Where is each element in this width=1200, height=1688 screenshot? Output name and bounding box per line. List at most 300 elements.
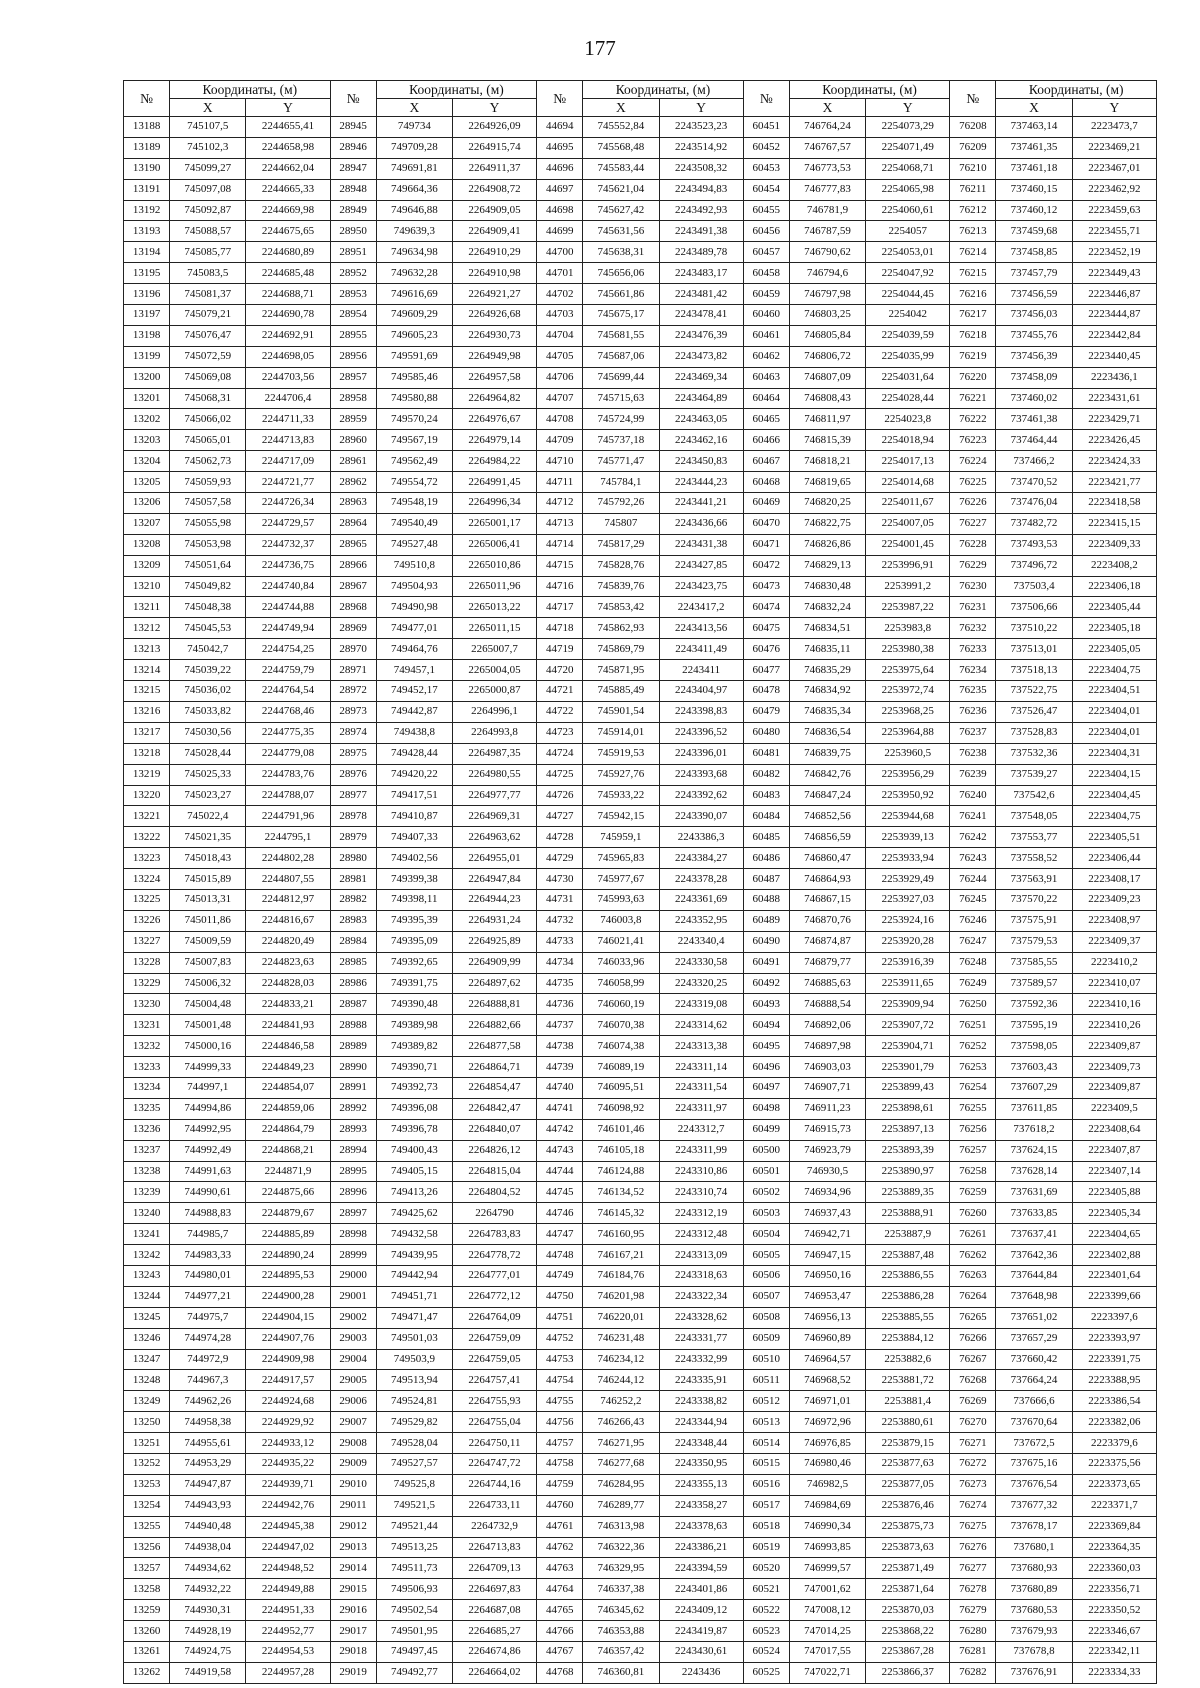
coord-y-cell: 2244879,67: [246, 1203, 330, 1224]
coord-x-cell: 737539,27: [996, 764, 1072, 785]
point-number-cell: 13244: [124, 1286, 170, 1307]
coord-y-cell: 2253893,39: [866, 1140, 950, 1161]
coord-x-cell: 746021,41: [583, 931, 659, 952]
table-row: [124, 200, 1157, 221]
coord-x-cell: 744990,61: [170, 1182, 246, 1203]
coord-x-cell: 746960,89: [789, 1328, 865, 1349]
coord-y-cell: 2244807,55: [246, 869, 330, 890]
point-number-cell: 13202: [124, 409, 170, 430]
table-row: [124, 869, 1157, 890]
coord-y-cell: 2253909,94: [866, 994, 950, 1015]
coord-y-cell: 2223405,44: [1072, 597, 1156, 618]
point-number-cell: 13211: [124, 597, 170, 618]
coord-x-cell: 737458,09: [996, 367, 1072, 388]
coord-x-cell: 749527,57: [376, 1454, 452, 1475]
coord-x-cell: 737460,12: [996, 200, 1072, 221]
coord-x-cell: 749451,71: [376, 1286, 452, 1307]
coord-y-cell: 2244749,94: [246, 618, 330, 639]
point-number-cell: 76261: [950, 1224, 996, 1245]
coord-y-cell: 2244952,77: [246, 1621, 330, 1642]
table-row: [124, 367, 1157, 388]
point-number-cell: 76236: [950, 701, 996, 722]
point-number-cell: 60481: [743, 743, 789, 764]
coord-x-cell: 744980,01: [170, 1265, 246, 1286]
header-y: Y: [659, 99, 743, 117]
point-number-cell: 44758: [537, 1454, 583, 1475]
coord-x-cell: 746930,5: [789, 1161, 865, 1182]
coord-y-cell: 2223406,44: [1072, 848, 1156, 869]
coord-y-cell: 2253873,63: [866, 1537, 950, 1558]
coord-y-cell: 2243386,3: [659, 827, 743, 848]
point-number-cell: 44725: [537, 764, 583, 785]
coord-x-cell: 749570,24: [376, 409, 452, 430]
coord-x-cell: 745092,87: [170, 200, 246, 221]
point-number-cell: 13194: [124, 242, 170, 263]
coord-y-cell: 2253880,61: [866, 1412, 950, 1433]
coord-y-cell: 2223410,07: [1072, 973, 1156, 994]
point-number-cell: 28952: [330, 263, 376, 284]
coord-x-cell: 745792,26: [583, 493, 659, 514]
coord-x-cell: 749396,78: [376, 1119, 452, 1140]
coord-x-cell: 749525,8: [376, 1474, 452, 1495]
point-number-cell: 44697: [537, 179, 583, 200]
coord-y-cell: 2243476,39: [659, 325, 743, 346]
point-number-cell: 13221: [124, 806, 170, 827]
point-number-cell: 76270: [950, 1412, 996, 1433]
point-number-cell: 76253: [950, 1057, 996, 1078]
coord-y-cell: 2264969,31: [452, 806, 536, 827]
table-row: [124, 1098, 1157, 1119]
coord-x-cell: 744928,19: [170, 1621, 246, 1642]
coord-y-cell: 2253939,13: [866, 827, 950, 848]
table-row: [124, 1161, 1157, 1182]
coord-x-cell: 744934,62: [170, 1558, 246, 1579]
coord-y-cell: 2244802,28: [246, 848, 330, 869]
coord-y-cell: 2243478,41: [659, 305, 743, 326]
point-number-cell: 76208: [950, 117, 996, 138]
point-number-cell: 76267: [950, 1349, 996, 1370]
point-number-cell: 13225: [124, 889, 170, 910]
coord-y-cell: 2244890,24: [246, 1245, 330, 1266]
coord-y-cell: 2264931,24: [452, 910, 536, 931]
header-x: X: [170, 99, 246, 117]
coord-y-cell: 2253877,63: [866, 1454, 950, 1475]
coord-y-cell: 2253911,65: [866, 973, 950, 994]
coord-x-cell: 737678,8: [996, 1642, 1072, 1663]
point-number-cell: 60474: [743, 597, 789, 618]
point-number-cell: 60464: [743, 388, 789, 409]
coord-x-cell: 749506,93: [376, 1579, 452, 1600]
coord-x-cell: 745914,01: [583, 722, 659, 743]
coord-x-cell: 746070,38: [583, 1015, 659, 1036]
table-row: [124, 472, 1157, 493]
coord-x-cell: 746767,57: [789, 137, 865, 158]
coord-y-cell: 2264882,66: [452, 1015, 536, 1036]
point-number-cell: 13217: [124, 722, 170, 743]
coord-x-cell: 749501,03: [376, 1328, 452, 1349]
coord-y-cell: 2244768,46: [246, 701, 330, 722]
header-row-sub: [124, 99, 1157, 117]
coord-x-cell: 737670,64: [996, 1412, 1072, 1433]
point-number-cell: 44723: [537, 722, 583, 743]
point-number-cell: 44728: [537, 827, 583, 848]
point-number-cell: 44754: [537, 1370, 583, 1391]
header-number: №: [124, 81, 170, 117]
coord-x-cell: 749664,36: [376, 179, 452, 200]
point-number-cell: 44744: [537, 1161, 583, 1182]
coord-y-cell: 2223410,2: [1072, 952, 1156, 973]
coord-y-cell: 2264713,83: [452, 1537, 536, 1558]
coord-x-cell: 749527,48: [376, 534, 452, 555]
point-number-cell: 60490: [743, 931, 789, 952]
coord-x-cell: 746289,77: [583, 1495, 659, 1516]
point-number-cell: 29003: [330, 1328, 376, 1349]
point-number-cell: 44751: [537, 1307, 583, 1328]
coord-x-cell: 746950,16: [789, 1265, 865, 1286]
coord-y-cell: 2243430,61: [659, 1642, 743, 1663]
coord-y-cell: 2223402,88: [1072, 1245, 1156, 1266]
point-number-cell: 76221: [950, 388, 996, 409]
point-number-cell: 76218: [950, 325, 996, 346]
point-number-cell: 13237: [124, 1140, 170, 1161]
coord-x-cell: 745568,48: [583, 137, 659, 158]
table-row: [124, 952, 1157, 973]
coord-y-cell: 2264757,41: [452, 1370, 536, 1391]
coord-y-cell: 2243514,92: [659, 137, 743, 158]
coord-y-cell: 2264909,99: [452, 952, 536, 973]
header-x: X: [996, 99, 1072, 117]
point-number-cell: 44715: [537, 555, 583, 576]
point-number-cell: 13251: [124, 1433, 170, 1454]
point-number-cell: 44702: [537, 284, 583, 305]
coord-y-cell: 2244828,03: [246, 973, 330, 994]
point-number-cell: 29011: [330, 1495, 376, 1516]
coord-x-cell: 737675,16: [996, 1454, 1072, 1475]
coord-y-cell: 2264888,81: [452, 994, 536, 1015]
coord-y-cell: 2244859,06: [246, 1098, 330, 1119]
coord-y-cell: 2253887,48: [866, 1245, 950, 1266]
point-number-cell: 28964: [330, 513, 376, 534]
coord-x-cell: 746829,13: [789, 555, 865, 576]
point-number-cell: 44712: [537, 493, 583, 514]
point-number-cell: 28995: [330, 1161, 376, 1182]
point-number-cell: 60523: [743, 1621, 789, 1642]
point-number-cell: 60518: [743, 1516, 789, 1537]
table-row: [124, 1349, 1157, 1370]
point-number-cell: 44717: [537, 597, 583, 618]
coord-y-cell: 2223369,84: [1072, 1516, 1156, 1537]
table-row: [124, 660, 1157, 681]
point-number-cell: 29005: [330, 1370, 376, 1391]
coord-x-cell: 749528,04: [376, 1433, 452, 1454]
coord-x-cell: 746834,51: [789, 618, 865, 639]
table-row: [124, 117, 1157, 138]
coord-x-cell: 745023,27: [170, 785, 246, 806]
coord-x-cell: 746934,96: [789, 1182, 865, 1203]
point-number-cell: 28971: [330, 660, 376, 681]
coord-y-cell: 2244736,75: [246, 555, 330, 576]
coord-x-cell: 745055,98: [170, 513, 246, 534]
coord-y-cell: 2264979,14: [452, 430, 536, 451]
coord-x-cell: 745088,57: [170, 221, 246, 242]
coord-y-cell: 2223407,87: [1072, 1140, 1156, 1161]
point-number-cell: 29015: [330, 1579, 376, 1600]
coord-x-cell: 749390,48: [376, 994, 452, 1015]
coord-x-cell: 745066,02: [170, 409, 246, 430]
coord-x-cell: 749691,81: [376, 158, 452, 179]
coord-y-cell: 2264842,47: [452, 1098, 536, 1119]
point-number-cell: 60468: [743, 472, 789, 493]
coord-x-cell: 746797,98: [789, 284, 865, 305]
table-row: [124, 1245, 1157, 1266]
table-row: [124, 1328, 1157, 1349]
coord-y-cell: 2243462,16: [659, 430, 743, 451]
table-row: [124, 639, 1157, 660]
point-number-cell: 60457: [743, 242, 789, 263]
point-number-cell: 28955: [330, 325, 376, 346]
point-number-cell: 76228: [950, 534, 996, 555]
coord-x-cell: 746826,86: [789, 534, 865, 555]
coord-x-cell: 744975,7: [170, 1307, 246, 1328]
coord-y-cell: 2244688,71: [246, 284, 330, 305]
point-number-cell: 76275: [950, 1516, 996, 1537]
coord-y-cell: 2254028,44: [866, 388, 950, 409]
point-number-cell: 13210: [124, 576, 170, 597]
point-number-cell: 13189: [124, 137, 170, 158]
table-row: [124, 284, 1157, 305]
point-number-cell: 13205: [124, 472, 170, 493]
coord-x-cell: 737563,91: [996, 869, 1072, 890]
coord-y-cell: 2264947,84: [452, 869, 536, 890]
coord-x-cell: 749395,09: [376, 931, 452, 952]
coord-x-cell: 746956,13: [789, 1307, 865, 1328]
coord-y-cell: 2243419,87: [659, 1621, 743, 1642]
point-number-cell: 13246: [124, 1328, 170, 1349]
point-number-cell: 60487: [743, 869, 789, 890]
coord-x-cell: 747014,25: [789, 1621, 865, 1642]
coord-y-cell: 2253877,05: [866, 1474, 950, 1495]
point-number-cell: 60483: [743, 785, 789, 806]
coord-y-cell: 2244779,08: [246, 743, 330, 764]
coord-x-cell: 737651,02: [996, 1307, 1072, 1328]
coord-x-cell: 747017,55: [789, 1642, 865, 1663]
coord-x-cell: 746252,2: [583, 1391, 659, 1412]
coord-y-cell: 2264984,22: [452, 451, 536, 472]
coord-y-cell: 2253916,39: [866, 952, 950, 973]
point-number-cell: 60453: [743, 158, 789, 179]
coord-y-cell: 2244895,53: [246, 1265, 330, 1286]
coord-x-cell: 745715,63: [583, 388, 659, 409]
table-row: [124, 242, 1157, 263]
coord-y-cell: 2243417,2: [659, 597, 743, 618]
point-number-cell: 28979: [330, 827, 376, 848]
point-number-cell: 13201: [124, 388, 170, 409]
coord-y-cell: 2243508,32: [659, 158, 743, 179]
coord-x-cell: 746244,12: [583, 1370, 659, 1391]
coord-y-cell: 2264733,11: [452, 1495, 536, 1516]
coord-y-cell: 2244954,53: [246, 1642, 330, 1663]
coord-y-cell: 2243481,42: [659, 284, 743, 305]
coord-y-cell: 2264854,47: [452, 1077, 536, 1098]
coord-x-cell: 744958,38: [170, 1412, 246, 1433]
coord-x-cell: 745085,77: [170, 242, 246, 263]
coord-x-cell: 737603,43: [996, 1057, 1072, 1078]
coord-y-cell: 2253871,49: [866, 1558, 950, 1579]
coord-y-cell: 2244721,77: [246, 472, 330, 493]
point-number-cell: 60520: [743, 1558, 789, 1579]
point-number-cell: 44762: [537, 1537, 583, 1558]
point-number-cell: 13188: [124, 117, 170, 138]
coord-x-cell: 746937,43: [789, 1203, 865, 1224]
coord-y-cell: 2244759,79: [246, 660, 330, 681]
coord-x-cell: 746134,52: [583, 1182, 659, 1203]
coord-y-cell: 2244726,34: [246, 493, 330, 514]
coord-y-cell: 2243464,89: [659, 388, 743, 409]
coord-x-cell: 749395,39: [376, 910, 452, 931]
coord-y-cell: 2244854,07: [246, 1077, 330, 1098]
coord-y-cell: 2264755,93: [452, 1391, 536, 1412]
coord-y-cell: 2243335,91: [659, 1370, 743, 1391]
coord-y-cell: 2253884,12: [866, 1328, 950, 1349]
coord-x-cell: 737461,38: [996, 409, 1072, 430]
coord-x-cell: 749585,46: [376, 367, 452, 388]
coord-y-cell: 2244729,57: [246, 513, 330, 534]
point-number-cell: 60461: [743, 325, 789, 346]
point-number-cell: 44742: [537, 1119, 583, 1140]
point-number-cell: 76242: [950, 827, 996, 848]
point-number-cell: 76257: [950, 1140, 996, 1161]
point-number-cell: 13252: [124, 1454, 170, 1475]
point-number-cell: 13195: [124, 263, 170, 284]
coord-y-cell: 2244717,09: [246, 451, 330, 472]
point-number-cell: 13241: [124, 1224, 170, 1245]
coord-x-cell: 745083,5: [170, 263, 246, 284]
point-number-cell: 76224: [950, 451, 996, 472]
point-number-cell: 76225: [950, 472, 996, 493]
coord-y-cell: 2223426,45: [1072, 430, 1156, 451]
coord-x-cell: 749502,54: [376, 1600, 452, 1621]
table-row: [124, 1057, 1157, 1078]
coord-x-cell: 746820,25: [789, 493, 865, 514]
coord-y-cell: 2264944,23: [452, 889, 536, 910]
coord-x-cell: 746953,47: [789, 1286, 865, 1307]
table-row: [124, 451, 1157, 472]
coord-x-cell: 744994,86: [170, 1098, 246, 1119]
coord-x-cell: 746184,76: [583, 1265, 659, 1286]
coord-y-cell: 2253886,28: [866, 1286, 950, 1307]
point-number-cell: 13220: [124, 785, 170, 806]
coord-x-cell: 744997,1: [170, 1077, 246, 1098]
coord-x-cell: 745784,1: [583, 472, 659, 493]
coord-x-cell: 746870,76: [789, 910, 865, 931]
header-y: Y: [866, 99, 950, 117]
point-number-cell: 76281: [950, 1642, 996, 1663]
coord-x-cell: 746818,21: [789, 451, 865, 472]
coord-y-cell: 2244924,68: [246, 1391, 330, 1412]
coord-y-cell: 2244846,58: [246, 1036, 330, 1057]
coord-x-cell: 745871,95: [583, 660, 659, 681]
coord-x-cell: 737642,36: [996, 1245, 1072, 1266]
coord-x-cell: 749407,33: [376, 827, 452, 848]
coord-x-cell: 745661,86: [583, 284, 659, 305]
coord-y-cell: 2223408,17: [1072, 869, 1156, 890]
coord-y-cell: 2223405,34: [1072, 1203, 1156, 1224]
coord-x-cell: 749513,94: [376, 1370, 452, 1391]
coord-y-cell: 2243392,62: [659, 785, 743, 806]
coord-y-cell: 2244833,21: [246, 994, 330, 1015]
point-number-cell: 28969: [330, 618, 376, 639]
coord-x-cell: 737680,89: [996, 1579, 1072, 1600]
coord-y-cell: 2253868,22: [866, 1621, 950, 1642]
coord-y-cell: 2264993,8: [452, 722, 536, 743]
coord-y-cell: 2223469,21: [1072, 137, 1156, 158]
coord-x-cell: 745853,42: [583, 597, 659, 618]
point-number-cell: 44708: [537, 409, 583, 430]
table-row: [124, 827, 1157, 848]
point-number-cell: 13239: [124, 1182, 170, 1203]
coord-x-cell: 746777,83: [789, 179, 865, 200]
coord-y-cell: 2244658,98: [246, 137, 330, 158]
coord-y-cell: 2243441,21: [659, 493, 743, 514]
coord-x-cell: 746923,79: [789, 1140, 865, 1161]
coord-y-cell: 2254060,61: [866, 200, 950, 221]
coord-y-cell: 2264930,73: [452, 325, 536, 346]
coord-x-cell: 744985,7: [170, 1224, 246, 1245]
coord-y-cell: 2244945,38: [246, 1516, 330, 1537]
coord-x-cell: 744991,63: [170, 1161, 246, 1182]
coord-x-cell: 749392,65: [376, 952, 452, 973]
coord-y-cell: 2223399,66: [1072, 1286, 1156, 1307]
table-row: [124, 1412, 1157, 1433]
point-number-cell: 44746: [537, 1203, 583, 1224]
point-number-cell: 13222: [124, 827, 170, 848]
coord-x-cell: 746145,32: [583, 1203, 659, 1224]
point-number-cell: 44716: [537, 576, 583, 597]
coord-x-cell: 746808,43: [789, 388, 865, 409]
coord-x-cell: 737466,2: [996, 451, 1072, 472]
point-number-cell: 29019: [330, 1662, 376, 1683]
point-number-cell: 13229: [124, 973, 170, 994]
coord-x-cell: 745057,58: [170, 493, 246, 514]
coord-y-cell: 2223404,01: [1072, 722, 1156, 743]
coord-x-cell: 737548,05: [996, 806, 1072, 827]
coord-x-cell: 746787,59: [789, 221, 865, 242]
point-number-cell: 44761: [537, 1516, 583, 1537]
coord-x-cell: 749548,19: [376, 493, 452, 514]
coord-y-cell: 2264755,04: [452, 1412, 536, 1433]
coord-x-cell: 737570,22: [996, 889, 1072, 910]
coord-x-cell: 745028,44: [170, 743, 246, 764]
coord-x-cell: 745862,93: [583, 618, 659, 639]
point-number-cell: 13213: [124, 639, 170, 660]
coord-x-cell: 744988,83: [170, 1203, 246, 1224]
point-number-cell: 44759: [537, 1474, 583, 1495]
coord-y-cell: 2244754,25: [246, 639, 330, 660]
point-number-cell: 44748: [537, 1245, 583, 1266]
coord-x-cell: 745687,06: [583, 346, 659, 367]
header-number: №: [330, 81, 376, 117]
coord-y-cell: 2253991,2: [866, 576, 950, 597]
coord-y-cell: 2223409,73: [1072, 1057, 1156, 1078]
table-row: [124, 1370, 1157, 1391]
coord-y-cell: 2243311,14: [659, 1057, 743, 1078]
point-number-cell: 28992: [330, 1098, 376, 1119]
page-number: 177: [584, 36, 616, 60]
point-number-cell: 29018: [330, 1642, 376, 1663]
coord-x-cell: 745919,53: [583, 743, 659, 764]
point-number-cell: 60492: [743, 973, 789, 994]
coord-y-cell: 2264840,07: [452, 1119, 536, 1140]
